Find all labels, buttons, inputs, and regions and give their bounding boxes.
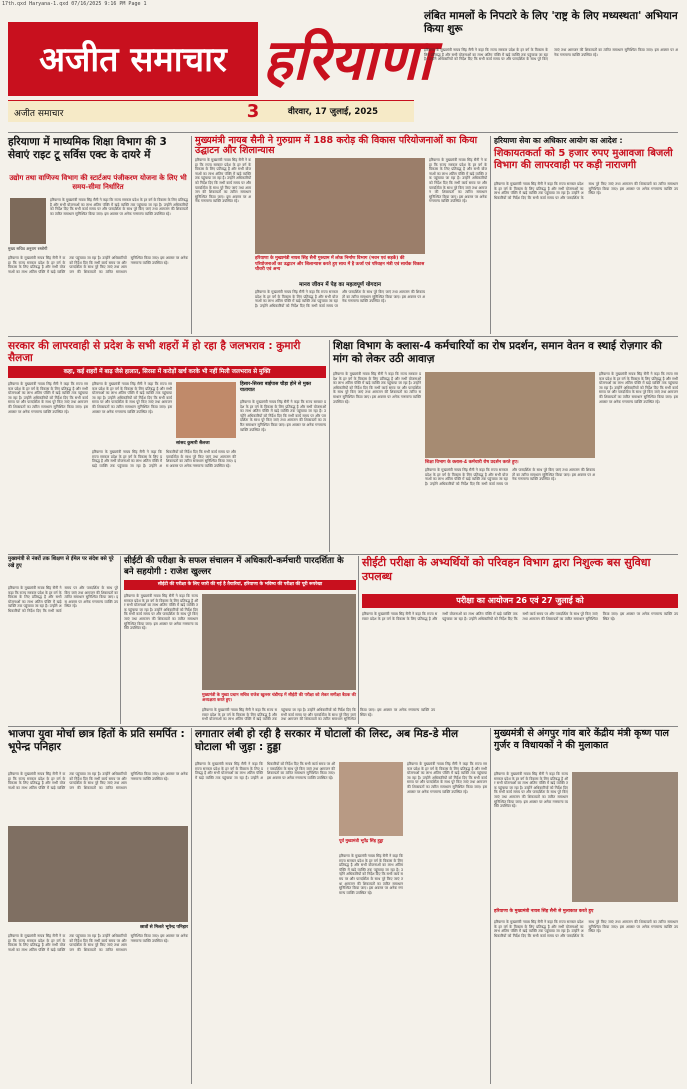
story-body: हरियाणा के मुख्यमंत्री नायब सिंह सैनी ने कहा कि राज्य सरकार प्रदेश के हर वर्ग के विकास के लिए प्रतिबद्ध है और सभी योजनाओं का लाभ अंतिम पंक्ति में खड़े व्यक्ति तक पहुंचाया जा रहा है। उन्होंने अधिकारियों को निर्देश दिए कि सभी कार्य समय पर और पारदर्शिता के साथ पूरे किए जाएं तथा आमजन की शिकायतों का त्वरित समाधान सुनिश्चित किया जाए। इस अवसर पर अनेक गणमान्य व्यक्ति उपस्थित रहे।: [124, 594, 198, 631]
story-body: हरियाणा के मुख्यमंत्री नायब सिंह सैनी ने कहा कि राज्य सरकार प्रदेश के हर वर्ग के विकास के लिए प्रतिबद्ध है और सभी योजनाओं का लाभ अंतिम पंक्ति में खड़े व्यक्ति तक पहुंचाया जा रहा है। उन्होंने अधिकारियों को निर्देश दिए कि सभी कार्य समय पर और पारदर्शिता के साथ पूरे किए जाएं तथा आमजन की शिकायतों का त्वरित समाधान सुनिश्चित किया जाए। इस अवसर पर अनेक गणमान्य व्यक्ति उपस्थित रहे।: [599, 372, 678, 404]
story-hooda: [195, 728, 487, 1084]
story-seva-aayog: [494, 136, 678, 334]
story-subhead: मानव जीवन में पेड़ का महत्वपूर्ण योगदान: [299, 282, 381, 288]
story-body: हरियाणा के मुख्यमंत्री नायब सिंह सैनी ने कहा कि राज्य सरकार प्रदेश के हर वर्ग के विकास के लिए प्रतिबद्ध है और सभी योजनाओं का लाभ अंतिम पंक्ति में खड़े व्यक्ति तक पहुंचाया जा रहा है। उन्होंने अधिकारियों को निर्देश दिए कि सभी कार्य समय पर और पारदर्शिता के साथ पूरे किए जाएं तथा आमजन की शिकायतों का त्वरित समाधान सुनिश्चित किया जाए। इस अवसर पर अनेक गणमान्य व्यक्ति उपस्थित रहे।: [92, 450, 236, 468]
story-body: हरियाणा के मुख्यमंत्री नायब सिंह सैनी ने कहा कि राज्य सरकार प्रदेश के हर वर्ग के विकास के लिए प्रतिबद्ध है और सभी योजनाओं का लाभ अंतिम पंक्ति में खड़े व्यक्ति तक पहुंचाया जा रहा है। उन्होंने अधिकारियों को निर्देश दिए कि सभी कार्य समय पर और पारदर्शिता के साथ पूरे किए जाएं तथा आमजन की शिकायतों का त्वरित समाधान सुनिश्चित किया जाए। इस अवसर पर अनेक गणमान्य व्यक्ति उपस्थित रहे।: [494, 920, 678, 938]
story-headline: हरियाणा में माध्यमिक शिक्षा विभाग की 3 सेवाएं राइट टू सर्विस एक्ट के दायरे में: [8, 136, 167, 161]
story-headline: सीईटी की परीक्षा के सफल संचालन में अधिकारी-कर्मचारी पारदर्शिता के बने सहयोगी : राजेश खुल्लर: [124, 556, 344, 577]
story-subhead: शिकायतकर्ता को 5 हजार रुपए मुआवजा बिजली विभाग की लापरवाही पर कड़ी नाराजगी: [494, 148, 673, 171]
story-body: हरियाणा के मुख्यमंत्री नायब सिंह सैनी ने कहा कि राज्य सरकार प्रदेश के हर वर्ग के विकास के लिए प्रतिबद्ध है और सभी योजनाओं का लाभ अंतिम पंक्ति में खड़े व्यक्ति तक पहुंचाया जा रहा है। उन्होंने अधिकारियों को निर्देश दिए कि सभी कार्य समय पर और पारदर्शिता के साथ पूरे किए जाएं तथा आमजन की शिकायतों का त्वरित समाधान सुनिश्चित किया जाए। इस अवसर पर अनेक गणमान्य व्यक्ति उपस्थित रहे।: [8, 772, 188, 790]
meeting-photo: [572, 772, 678, 902]
story-body: हरियाणा के मुख्यमंत्री नायब सिंह सैनी ने कहा कि राज्य सरकार प्रदेश के हर वर्ग के विकास के लिए प्रतिबद्ध है और सभी योजनाओं का लाभ अंतिम पंक्ति में खड़े व्यक्ति तक पहुंचाया जा रहा है। उन्होंने अधिकारियों को निर्देश दिए कि सभी कार्य समय पर और पारदर्शिता के साथ पूरे किए जाएं तथा आमजन की शिकायतों का त्वरित समाधान सुनिश्चित किया जाए। इस अवसर पर अनेक गणमान्य व्यक्ति उपस्थित रहे।: [195, 158, 251, 204]
story-bhajpa: [8, 728, 188, 1084]
story-headline: मुख्यमंत्री से अंगपुर गांव बारे केंद्रीय मंत्री कृष्ण पाल गुर्जर व विधायकों ने की मुलाकात: [494, 728, 669, 751]
story-body: हरियाणा के मुख्यमंत्री नायब सिंह सैनी ने कहा कि राज्य सरकार प्रदेश के हर वर्ग के विकास के लिए प्रतिबद्ध है और सभी योजनाओं का लाभ अंतिम पंक्ति में खड़े व्यक्ति तक पहुंचाया जा रहा है। उन्होंने अधिकारियों को निर्देश दिए कि सभी कार्य समय पर और पारदर्शिता के साथ पूरे किए जाएं तथा आमजन की शिकायतों का त्वरित समाधान सुनिश्चित किया जाए। इस अवसर पर अनेक गणमान्य व्यक्ति उपस्थित रहे।: [425, 468, 595, 486]
photo-caption: मुख्यमंत्री के मुख्य प्रधान सचिव राजेश खुल्लर चंडीगढ़ में सीईटी की परीक्षा को लेकर समीक्षा बैठक की अध्यक्षता करते हुए।: [202, 692, 356, 702]
story-body: हरियाणा के मुख्यमंत्री नायब सिंह सैनी ने कहा कि राज्य सरकार प्रदेश के हर वर्ग के विकास के लिए प्रतिबद्ध है और सभी योजनाओं का लाभ अंतिम पंक्ति में खड़े व्यक्ति तक पहुंचाया जा रहा है। उन्होंने अधिकारियों को निर्देश दिए कि सभी कार्य समय पर और पारदर्शिता के साथ पूरे किए जाएं तथा आमजन की शिकायतों का त्वरित समाधान सुनिश्चित किया जाए। इस अवसर पर अनेक गणमान्य व्यक्ति उपस्थित रहे।: [8, 382, 88, 414]
photo-caption: छात्रों से मिलते भूपेन्द्र पनिहार: [140, 925, 188, 930]
story-kavita: [8, 556, 118, 724]
print-slug: 17th.qxd Haryana-1.qxd 07/16/2025 9:16 PM Page 1: [2, 1, 147, 7]
side-story-body: हरियाणा के मुख्यमंत्री नायब सिंह सैनी ने कहा कि राज्य सरकार प्रदेश के हर वर्ग के विकास के लिए प्रतिबद्ध है और सभी योजनाओं का लाभ अंतिम पंक्ति में खड़े व्यक्ति तक पहुंचाया जा रहा है। उन्होंने अधिकारियों को निर्देश दिए कि सभी कार्य समय पर और पारदर्शिता के साथ पूरे किए जाएं तथा आमजन की शिकायतों का त्वरित समाधान सुनिश्चित किया जाए। इस अवसर पर अनेक गणमान्य व्यक्ति उपस्थित रहे।: [424, 48, 678, 62]
selja-photo: [176, 382, 236, 438]
story-headline: शिक्षा विभाग के क्लास-4 कर्मचारियों का रोष प्रदर्शन, समान वेतन व स्थाई रोज़गार की मांग को लेकर उठी आवाज़: [333, 340, 662, 365]
masthead-state-logo: हरियाणा: [263, 27, 433, 93]
story-cm-gurugram: [195, 136, 487, 334]
story-body: हरियाणा के मुख्यमंत्री नायब सिंह सैनी ने कहा कि राज्य सरकार प्रदेश के हर वर्ग के विकास के लिए प्रतिबद्ध है और सभी योजनाओं का लाभ अंतिम पंक्ति में खड़े व्यक्ति तक पहुंचाया जा रहा है। उन्होंने अधिकारियों को निर्देश दिए कि सभी कार्य समय पर और पारदर्शिता के साथ पूरे किए जाएं तथा आमजन की शिकायतों का त्वरित समाधान सुनिश्चित किया जाए। इस अवसर पर अनेक गणमान्य व्यक्ति उपस्थित रहे।: [202, 708, 435, 722]
photo-caption: मुख्य सचिव अनुराग रस्तोगी: [8, 246, 48, 251]
story-shiksha-class4: [333, 340, 678, 552]
story-body: हरियाणा के मुख्यमंत्री नायब सिंह सैनी ने कहा कि राज्य सरकार प्रदेश के हर वर्ग के विकास के लिए प्रतिबद्ध है और सभी योजनाओं का लाभ अंतिम पंक्ति में खड़े व्यक्ति तक पहुंचाया जा रहा है। उन्होंने अधिकारियों को निर्देश दिए कि सभी कार्य समय पर और पारदर्शिता के साथ पूरे किए जाएं तथा आमजन की शिकायतों का त्वरित समाधान सुनिश्चित किया जाए। इस अवसर पर अनेक गणमान्य व्यक्ति उपस्थित रहे।: [8, 586, 118, 613]
masthead-brand-band: [8, 22, 258, 96]
story-cet-bus: [362, 556, 678, 724]
photo-caption: हरियाणा के मुख्यमंत्री नायब सिंह सैनी से मुलाकात करते हुए: [494, 909, 594, 914]
official-photo: [10, 198, 46, 244]
story-body: हरियाणा के मुख्यमंत्री नायब सिंह सैनी ने कहा कि राज्य सरकार प्रदेश के हर वर्ग के विकास के लिए प्रतिबद्ध है और सभी योजनाओं का लाभ अंतिम पंक्ति में खड़े व्यक्ति तक पहुंचाया जा रहा है। उन्होंने अधिकारियों को निर्देश दिए कि सभी कार्य समय पर और पारदर्शिता के साथ पूरे किए जाएं तथा आमजन की शिकायतों का त्वरित समाधान सुनिश्चित किया जाए। इस अवसर पर अनेक गणमान्य व्यक्ति उपस्थित रहे।: [50, 198, 188, 216]
story-headline: सरकार की लापरवाही से प्रदेश के सभी शहरों में हो रहा है जलभराव : कुमारी सैलजा: [8, 340, 301, 364]
story-body: हरियाणा के मुख्यमंत्री नायब सिंह सैनी ने कहा कि राज्य सरकार प्रदेश के हर वर्ग के विकास के लिए प्रतिबद्ध है और सभी योजनाओं का लाभ अंतिम पंक्ति में खड़े व्यक्ति तक पहुंचाया जा रहा है। उन्होंने अधिकारियों को निर्देश दिए कि सभी कार्य समय पर और पारदर्शिता के साथ पूरे किए जाएं तथा आमजन की शिकायतों का त्वरित समाधान सुनिश्चित किया जाए। इस अवसर पर अनेक गणमान्य व्यक्ति उपस्थित रहे।: [429, 158, 487, 204]
story-body: हरियाणा के मुख्यमंत्री नायब सिंह सैनी ने कहा कि राज्य सरकार प्रदेश के हर वर्ग के विकास के लिए प्रतिबद्ध है और सभी योजनाओं का लाभ अंतिम पंक्ति में खड़े व्यक्ति तक पहुंचाया जा रहा है। उन्होंने अधिकारियों को निर्देश दिए कि सभी कार्य समय पर और पारदर्शिता के साथ पूरे किए जाएं तथा आमजन की शिकायतों का त्वरित समाधान सुनिश्चित किया जाए। इस अवसर पर अनेक गणमान्य व्यक्ति उपस्थित रहे।: [362, 612, 678, 621]
story-headline: मुख्यमंत्री नायब सैनी ने गुरुग्राम में 188 करोड़ की विकास परियोजनाओं का किया उद्घाटन और शिलान्यास: [195, 135, 478, 156]
story-subhead: हिसार-सिरसा बाईपास चौड़ा होने से मुक्त यातायात: [240, 382, 312, 393]
story-headline: लगातार लंबी हो रही है सरकार में घोटालों की लिस्ट, अब मिड-डे मील घोटाला भी जुड़ा : हुड्डा: [195, 728, 459, 753]
story-selja: [8, 340, 326, 552]
story-headline: भाजपा युवा मोर्चा छात्र हितों के प्रति समर्पित : भूपेन्द्र पनिहार: [8, 728, 185, 753]
story-body: हरियाणा के मुख्यमंत्री नायब सिंह सैनी ने कहा कि राज्य सरकार प्रदेश के हर वर्ग के विकास के लिए प्रतिबद्ध है और सभी योजनाओं का लाभ अंतिम पंक्ति में खड़े व्यक्ति तक पहुंचाया जा रहा है। उन्होंने अधिकारियों को निर्देश दिए कि सभी कार्य समय पर और पारदर्शिता के साथ पूरे किए जाएं तथा आमजन की शिकायतों का त्वरित समाधान सुनिश्चित किया जाए। इस अवसर पर अनेक गणमान्य व्यक्ति उपस्थित रहे।: [240, 400, 326, 432]
story-headline: हरियाणा सेवा का अधिकार आयोग का आदेश :: [494, 136, 623, 145]
story-sewa-seva: [8, 136, 188, 334]
meeting-photo: [202, 594, 356, 690]
masthead-strip: [8, 100, 414, 122]
story-headline: सीईटी परीक्षा के अभ्यर्थियों को परिवहन विभाग द्वारा निशुल्क बस सुविधा उपलब्ध: [362, 556, 651, 583]
masthead-brand: अजीत समाचार: [39, 40, 227, 80]
photo-caption: हरियाणा के मुख्यमंत्री नायब सिंह सैनी गुरुग्राम में लोक निर्माण विभाग (भवन एवं सड़कें) की परियोजनाओं का उद्घाटन और शिलान्यास करते हुए साथ में है ऊर्जा एवं परिवहन मंत्री एवं सार्थक विकास चौधरी एवं अन्य: [255, 256, 425, 272]
story-body: हरियाणा के मुख्यमंत्री नायब सिंह सैनी ने कहा कि राज्य सरकार प्रदेश के हर वर्ग के विकास के लिए प्रतिबद्ध है और सभी योजनाओं का लाभ अंतिम पंक्ति में खड़े व्यक्ति तक पहुंचाया जा रहा है। उन्होंने अधिकारियों को निर्देश दिए कि सभी कार्य समय पर और पारदर्शिता के साथ पूरे किए जाएं तथा आमजन की शिकायतों का त्वरित समाधान सुनिश्चित किया जाए। इस अवसर पर अनेक गणमान्य व्यक्ति उपस्थित रहे।: [92, 382, 172, 414]
story-subhead: उद्योग तथा वाणिज्य विभाग की स्टार्टअप पंजीकरण योजना के लिए भी समय-सीमा निर्धारित: [9, 174, 187, 191]
story-body: हरियाणा के मुख्यमंत्री नायब सिंह सैनी ने कहा कि राज्य सरकार प्रदेश के हर वर्ग के विकास के लिए प्रतिबद्ध है और सभी योजनाओं का लाभ अंतिम पंक्ति में खड़े व्यक्ति तक पहुंचाया जा रहा है। उन्होंने अधिकारियों को निर्देश दिए कि सभी कार्य समय पर और पारदर्शिता के साथ पूरे किए जाएं तथा आमजन की शिकायतों का त्वरित समाधान सुनिश्चित किया जाए। इस अवसर पर अनेक गणमान्य व्यक्ति उपस्थित रहे।: [195, 762, 335, 780]
story-band: परीक्षा का आयोजन 26 एवं 27 जुलाई को: [362, 594, 678, 608]
photo-caption: सांसद कुमारी सैलजा: [176, 441, 210, 446]
story-body: हरियाणा के मुख्यमंत्री नायब सिंह सैनी ने कहा कि राज्य सरकार प्रदेश के हर वर्ग के विकास के लिए प्रतिबद्ध है और सभी योजनाओं का लाभ अंतिम पंक्ति में खड़े व्यक्ति तक पहुंचाया जा रहा है। उन्होंने अधिकारियों को निर्देश दिए कि सभी कार्य समय पर और पारदर्शिता के साथ पूरे किए जाएं तथा आमजन की शिकायतों का त्वरित समाधान सुनिश्चित किया जाए। इस अवसर पर अनेक गणमान्य व्यक्ति उपस्थित रहे।: [494, 182, 678, 200]
story-band: कहा, कई शहरों में बाढ़ जैसे हालात, सिरसा में करोड़ों खर्च करके भी नहीं मिली जलभराव से मुक्ति: [8, 366, 326, 378]
story-body: हरियाणा के मुख्यमंत्री नायब सिंह सैनी ने कहा कि राज्य सरकार प्रदेश के हर वर्ग के विकास के लिए प्रतिबद्ध है और सभी योजनाओं का लाभ अंतिम पंक्ति में खड़े व्यक्ति तक पहुंचाया जा रहा है। उन्होंने अधिकारियों को निर्देश दिए कि सभी कार्य समय पर और पारदर्शिता के साथ पूरे किए जाएं तथा आमजन की शिकायतों का त्वरित समाधान सुनिश्चित किया जाए। इस अवसर पर अनेक गणमान्य व्यक्ति उपस्थित रहे।: [339, 854, 403, 895]
group-photo: [8, 826, 188, 922]
story-body: हरियाणा के मुख्यमंत्री नायब सिंह सैनी ने कहा कि राज्य सरकार प्रदेश के हर वर्ग के विकास के लिए प्रतिबद्ध है और सभी योजनाओं का लाभ अंतिम पंक्ति में खड़े व्यक्ति तक पहुंचाया जा रहा है। उन्होंने अधिकारियों को निर्देश दिए कि सभी कार्य समय पर और पारदर्शिता के साथ पूरे किए जाएं तथा आमजन की शिकायतों का त्वरित समाधान सुनिश्चित किया जाए। इस अवसर पर अनेक गणमान्य व्यक्ति उपस्थित रहे।: [494, 772, 568, 809]
masthead-date: वीरवार, 17 जुलाई, 2025: [288, 107, 379, 117]
story-body: हरियाणा के मुख्यमंत्री नायब सिंह सैनी ने कहा कि राज्य सरकार प्रदेश के हर वर्ग के विकास के लिए प्रतिबद्ध है और सभी योजनाओं का लाभ अंतिम पंक्ति में खड़े व्यक्ति तक पहुंचाया जा रहा है। उन्होंने अधिकारियों को निर्देश दिए कि सभी कार्य समय पर और पारदर्शिता के साथ पूरे किए जाएं तथा आमजन की शिकायतों का त्वरित समाधान सुनिश्चित किया जाए। इस अवसर पर अनेक गणमान्य व्यक्ति उपस्थित रहे।: [8, 934, 188, 952]
hooda-photo: [339, 762, 403, 836]
protest-photo: [425, 372, 595, 458]
story-body: हरियाणा के मुख्यमंत्री नायब सिंह सैनी ने कहा कि राज्य सरकार प्रदेश के हर वर्ग के विकास के लिए प्रतिबद्ध है और सभी योजनाओं का लाभ अंतिम पंक्ति में खड़े व्यक्ति तक पहुंचाया जा रहा है। उन्होंने अधिकारियों को निर्देश दिए कि सभी कार्य समय पर और पारदर्शिता के साथ पूरे किए जाएं तथा आमजन की शिकायतों का त्वरित समाधान सुनिश्चित किया जाए। इस अवसर पर अनेक गणमान्य व्यक्ति उपस्थित रहे।: [8, 256, 188, 274]
story-body: हरियाणा के मुख्यमंत्री नायब सिंह सैनी ने कहा कि राज्य सरकार प्रदेश के हर वर्ग के विकास के लिए प्रतिबद्ध है और सभी योजनाओं का लाभ अंतिम पंक्ति में खड़े व्यक्ति तक पहुंचाया जा रहा है। उन्होंने अधिकारियों को निर्देश दिए कि सभी कार्य समय पर और पारदर्शिता के साथ पूरे किए जाएं तथा आमजन की शिकायतों का त्वरित समाधान सुनिश्चित किया जाए। इस अवसर पर अनेक गणमान्य व्यक्ति उपस्थित रहे।: [255, 290, 425, 308]
story-headline: मुख्यमंत्री से नंबरों तक शिक्षण से ईमेल पर संदेश बसे पूरे रखे हुए: [8, 556, 114, 569]
story-quote-band: सीईटी की परीक्षा के लिए जारी की गई है तैयारियां, हरियाणा के भविष्य की परीक्षा की पूरी रूपरेखा: [124, 580, 356, 590]
side-story-headline: लंबित मामलों के निपटारे के लिए 'राष्ट्र के लिए मध्यस्थता' अभियान किया शुरू: [424, 10, 678, 35]
story-cet-exam: [124, 556, 435, 724]
masthead-brand-small: अजीत समाचार: [14, 109, 64, 119]
story-body: हरियाणा के मुख्यमंत्री नायब सिंह सैनी ने कहा कि राज्य सरकार प्रदेश के हर वर्ग के विकास के लिए प्रतिबद्ध है और सभी योजनाओं का लाभ अंतिम पंक्ति में खड़े व्यक्ति तक पहुंचाया जा रहा है। उन्होंने अधिकारियों को निर्देश दिए कि सभी कार्य समय पर और पारदर्शिता के साथ पूरे किए जाएं तथा आमजन की शिकायतों का त्वरित समाधान सुनिश्चित किया जाए। इस अवसर पर अनेक गणमान्य व्यक्ति उपस्थित रहे।: [407, 762, 487, 794]
story-body: हरियाणा के मुख्यमंत्री नायब सिंह सैनी ने कहा कि राज्य सरकार प्रदेश के हर वर्ग के विकास के लिए प्रतिबद्ध है और सभी योजनाओं का लाभ अंतिम पंक्ति में खड़े व्यक्ति तक पहुंचाया जा रहा है। उन्होंने अधिकारियों को निर्देश दिए कि सभी कार्य समय पर और पारदर्शिता के साथ पूरे किए जाएं तथा आमजन की शिकायतों का त्वरित समाधान सुनिश्चित किया जाए। इस अवसर पर अनेक गणमान्य व्यक्ति उपस्थित रहे।: [333, 372, 421, 404]
photo-caption: शिक्षा विभाग के क्लास-4 कर्मचारी रोष प्रदर्शन करते हुए।: [425, 460, 519, 465]
masthead: [8, 10, 678, 130]
photo-caption: पूर्व मुख्यमंत्री भूपेंद्र सिंह हुड्डा: [339, 839, 384, 844]
cm-event-photo: [255, 158, 425, 254]
masthead-page-number: 3: [246, 101, 260, 122]
story-angrur: [494, 728, 678, 1084]
